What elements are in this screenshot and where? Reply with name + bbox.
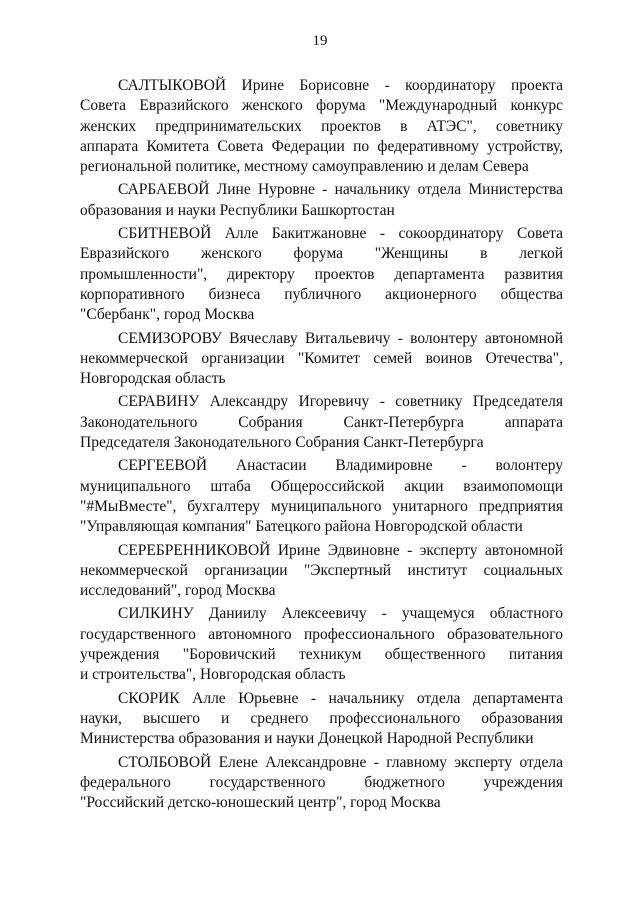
text-line: некоммерческой организации "Экспертный институт социальных xyxy=(80,561,563,579)
list-item-skorik xyxy=(80,689,563,750)
list-item-serebrennikova xyxy=(80,541,563,602)
text-line: Евразийского женского форума "Женщины в легкой xyxy=(80,245,563,263)
text-line: СЕМИЗОРОВУ Вячеславу Витальевичу - волонтеру автономной xyxy=(118,329,563,347)
text-line: муниципального штаба Общероссийской акции взаимопомощи xyxy=(80,477,563,495)
page-number: 19 xyxy=(312,33,328,49)
text-line: СБИТНЕВОЙ Алле Бакитжановне - сокоординатору Совета xyxy=(118,225,563,243)
text-line: САЛТЫКОВОЙ Ирине Борисовне - координатору проекта xyxy=(118,77,563,94)
list-item-sergeeva xyxy=(80,456,563,537)
list-item-stolbova xyxy=(80,753,563,814)
text-line: некоммерческой организации "Комитет семей воинов Отечества", xyxy=(80,349,563,367)
text-line: Новгородская область xyxy=(80,370,226,388)
text-line: "Российский детско-юношеский центр", город Москва xyxy=(80,794,441,812)
list-item-sbitneva xyxy=(80,224,563,325)
list-item-seravin xyxy=(80,392,563,453)
text-line: Законодательного Собрания Санкт-Петербурга аппарата xyxy=(80,413,563,431)
award-list xyxy=(80,76,563,816)
text-line: "Управляющая компания" Батецкого района Новгородской области xyxy=(80,518,523,536)
text-line: СЕРГЕЕВОЙ Анастасии Владимировне - волонтеру xyxy=(118,457,563,475)
text-line: "Сбербанк", город Москва xyxy=(80,306,255,324)
text-line: аппарата Комитета Совета Федерации по федеративному устройству, xyxy=(80,137,563,155)
text-line: государственного автономного профессионального образовательного xyxy=(80,625,563,643)
text-line: Министерства образования и науки Донецкой Народной Республики xyxy=(80,730,534,748)
text-line: "#МыВместе", бухгалтеру муниципального унитарного предприятия xyxy=(80,497,563,515)
text-line: и строительства", Новгородская область xyxy=(80,666,346,684)
text-line: образования и науки Республики Башкортостан xyxy=(80,201,395,219)
text-line: СЕРАВИНУ Александру Игоревичу - советнику Председателя xyxy=(118,393,563,411)
text-line: исследований", город Москва xyxy=(80,582,276,600)
text-line: науки, высшего и среднего профессионального образования xyxy=(80,709,563,727)
text-line: корпоративного бизнеса публичного акционерного общества xyxy=(80,285,563,303)
text-line: федерального государственного бюджетного учреждения xyxy=(80,773,563,791)
text-line: Председателя Законодательного Собрания Санкт-Петербурга xyxy=(80,434,484,452)
text-line: женских предпринимательских проектов в АТЭС", советнику xyxy=(80,117,563,135)
text-line: САРБАЕВОЙ Лине Нуровне - начальнику отдела Министерства xyxy=(118,181,563,199)
list-item-sarbaeva xyxy=(80,180,563,221)
text-line: СКОРИК Алле Юрьевне - начальнику отдела департамента xyxy=(118,689,563,707)
text-line: СИЛКИНУ Даниилу Алексеевичу - учащемуся областного xyxy=(118,605,563,623)
text-line: СЕРЕБРЕННИКОВОЙ Ирине Эдвиновне - эксперту автономной xyxy=(118,541,563,559)
list-item-saltykova xyxy=(80,76,563,177)
list-item-semizorov xyxy=(80,329,563,390)
list-item-silkin xyxy=(80,604,563,685)
text-line: Совета Евразийского женского форума "Международный конкурс xyxy=(80,97,563,115)
text-line: СТОЛБОВОЙ Елене Александровне - главному эксперту отдела xyxy=(118,753,563,771)
text-line: промышленности", директору проектов департамента развития xyxy=(80,265,563,283)
text-line: учреждения "Боровичский техникум общественного питания xyxy=(80,646,563,664)
text-line: региональной политике, местному самоуправлению и делам Севера xyxy=(80,158,529,176)
